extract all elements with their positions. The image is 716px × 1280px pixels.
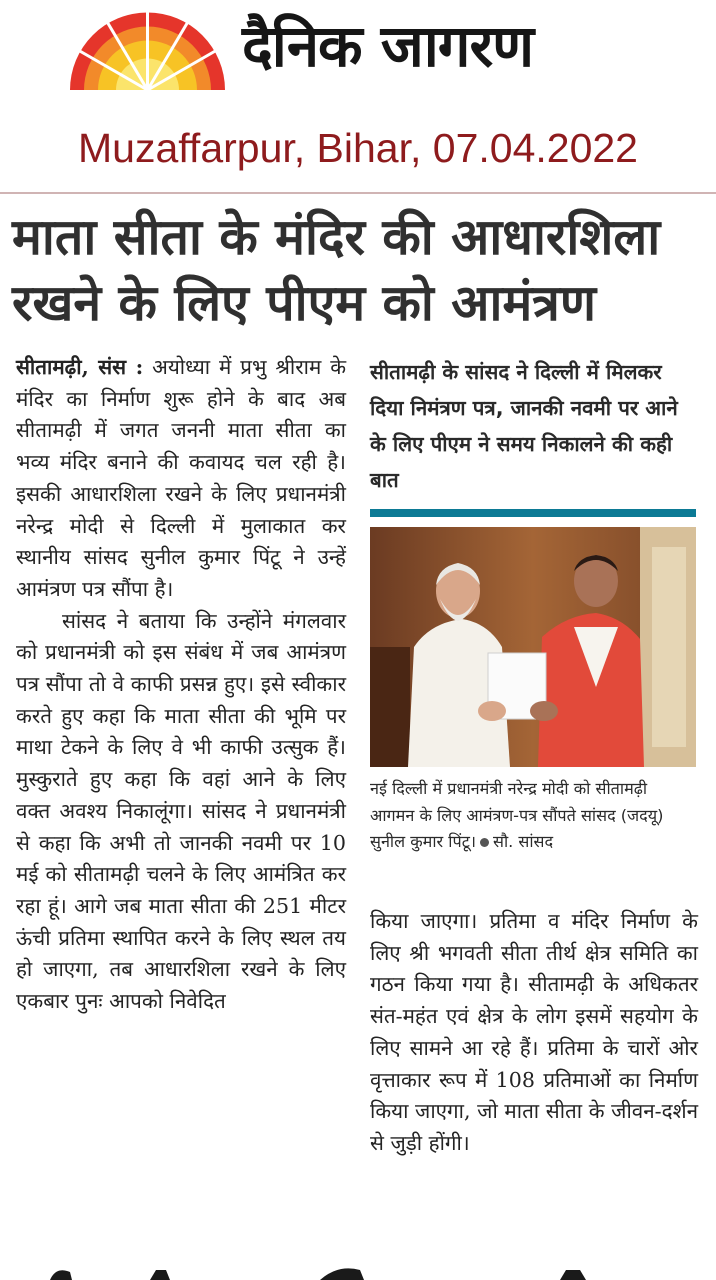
photo-caption-text: नई दिल्ली में प्रधानमंत्री नरेन्द्र मोदी को सीतामढ़ी आगमन के लिए आमंत्रण-पत्र सौंपते सांसद (जदयू) सुनील कुमार पिंटू।	[370, 779, 664, 851]
article-column-right	[370, 906, 698, 1160]
article-paragraph-2: सांसद ने बताया कि उन्होंने मंगलवार को प्रधानमंत्री को इस संबंध में जब आमंत्रण पत्र सौंपा तो वे काफी प्रसन्न हुए। इसे स्वीकार करते हुए कहा कि माता सीता की भूमि पर माथा टेकने के लिए वे भी काफी उत्सुक हैं। मुस्कुराते हुए कहा कि वहां आने के लिए वक्त अवश्य निकालूंगा। सांसद ने प्रधानमंत्री से कहा कि अभी तो जानकी नवमी पर 10 मई को सीतामढ़ी चलने के लिए आमंत्रित कर रहा हूं। आगे जब माता सीता की 251 मीटर ऊंची प्रतिमा स्थापित करने के लिए स्थल तय हो जाएगा, तब आधारशिला रखने के लिए एकबार पुनः आपको निवेदित	[16, 608, 346, 1014]
article-paragraph-1	[16, 352, 346, 606]
news-photo	[370, 527, 696, 767]
photo-caption	[370, 776, 696, 856]
header-divider	[0, 192, 716, 194]
photo-credit: सौ. सांसद	[493, 832, 554, 851]
headline-line-2: रखने के लिए पीएम को आमंत्रण	[12, 274, 597, 332]
masthead	[0, 0, 716, 110]
article-paragraph-3: किया जाएगा। प्रतिमा व मंदिर निर्माण के लिए श्री भगवती सीता तीर्थ क्षेत्र समिति का गठन किया गया है। सीतामढ़ी के अधिकतर संत-महंत एवं क्षेत्र के लोग इसमें सहयोग के लिए सामने आ रहे हैं। प्रतिमा के चारों ओर वृत्ताकार रूप में 108 प्रतिमाओं का निर्माण किया जाएगा, जो माता सीता के जीवन-दर्शन से जुड़ी होंगी।	[370, 909, 698, 1155]
newspaper-name: दैनिक जागरण	[242, 12, 534, 80]
rising-sun-logo-icon	[70, 8, 225, 90]
credit-bullet-icon	[480, 838, 489, 847]
edition-dateline: Muzaffarpur, Bihar, 07.04.2022	[78, 125, 638, 171]
article-blurb: सीतामढ़ी के सांसद ने दिल्ली में मिलकर दिया निमंत्रण पत्र, जानकी नवमी पर आने के लिए पीएम ने समय निकालने की कही बात	[370, 360, 678, 492]
headline-line-1: माता सीता के मंदिर की आधारशिला	[12, 208, 661, 266]
article-dateline: सीतामढ़ी, संस :	[16, 355, 144, 379]
paragraph-1-text: अयोध्या में प्रभु श्रीराम के मंदिर का निर्माण शुरू होने के बाद अब सीतामढ़ी में जगत जननी माता सीता का भव्य मंदिर बनाने की कवायद चल रही है। इसकी आधारशिला रखने के लिए प्रधानमंत्री नरेन्द्र मोदी से दिल्ली में मुलाकात कर स्थानीय सांसद सुनील कुमार पिंटू ने उन्हें आमंत्रण पत्र सौंपा है।	[16, 355, 347, 601]
cropped-next-headline	[0, 1262, 716, 1280]
blurb-divider	[370, 509, 696, 517]
article-headline	[12, 204, 702, 336]
article-column-left	[16, 352, 346, 1018]
